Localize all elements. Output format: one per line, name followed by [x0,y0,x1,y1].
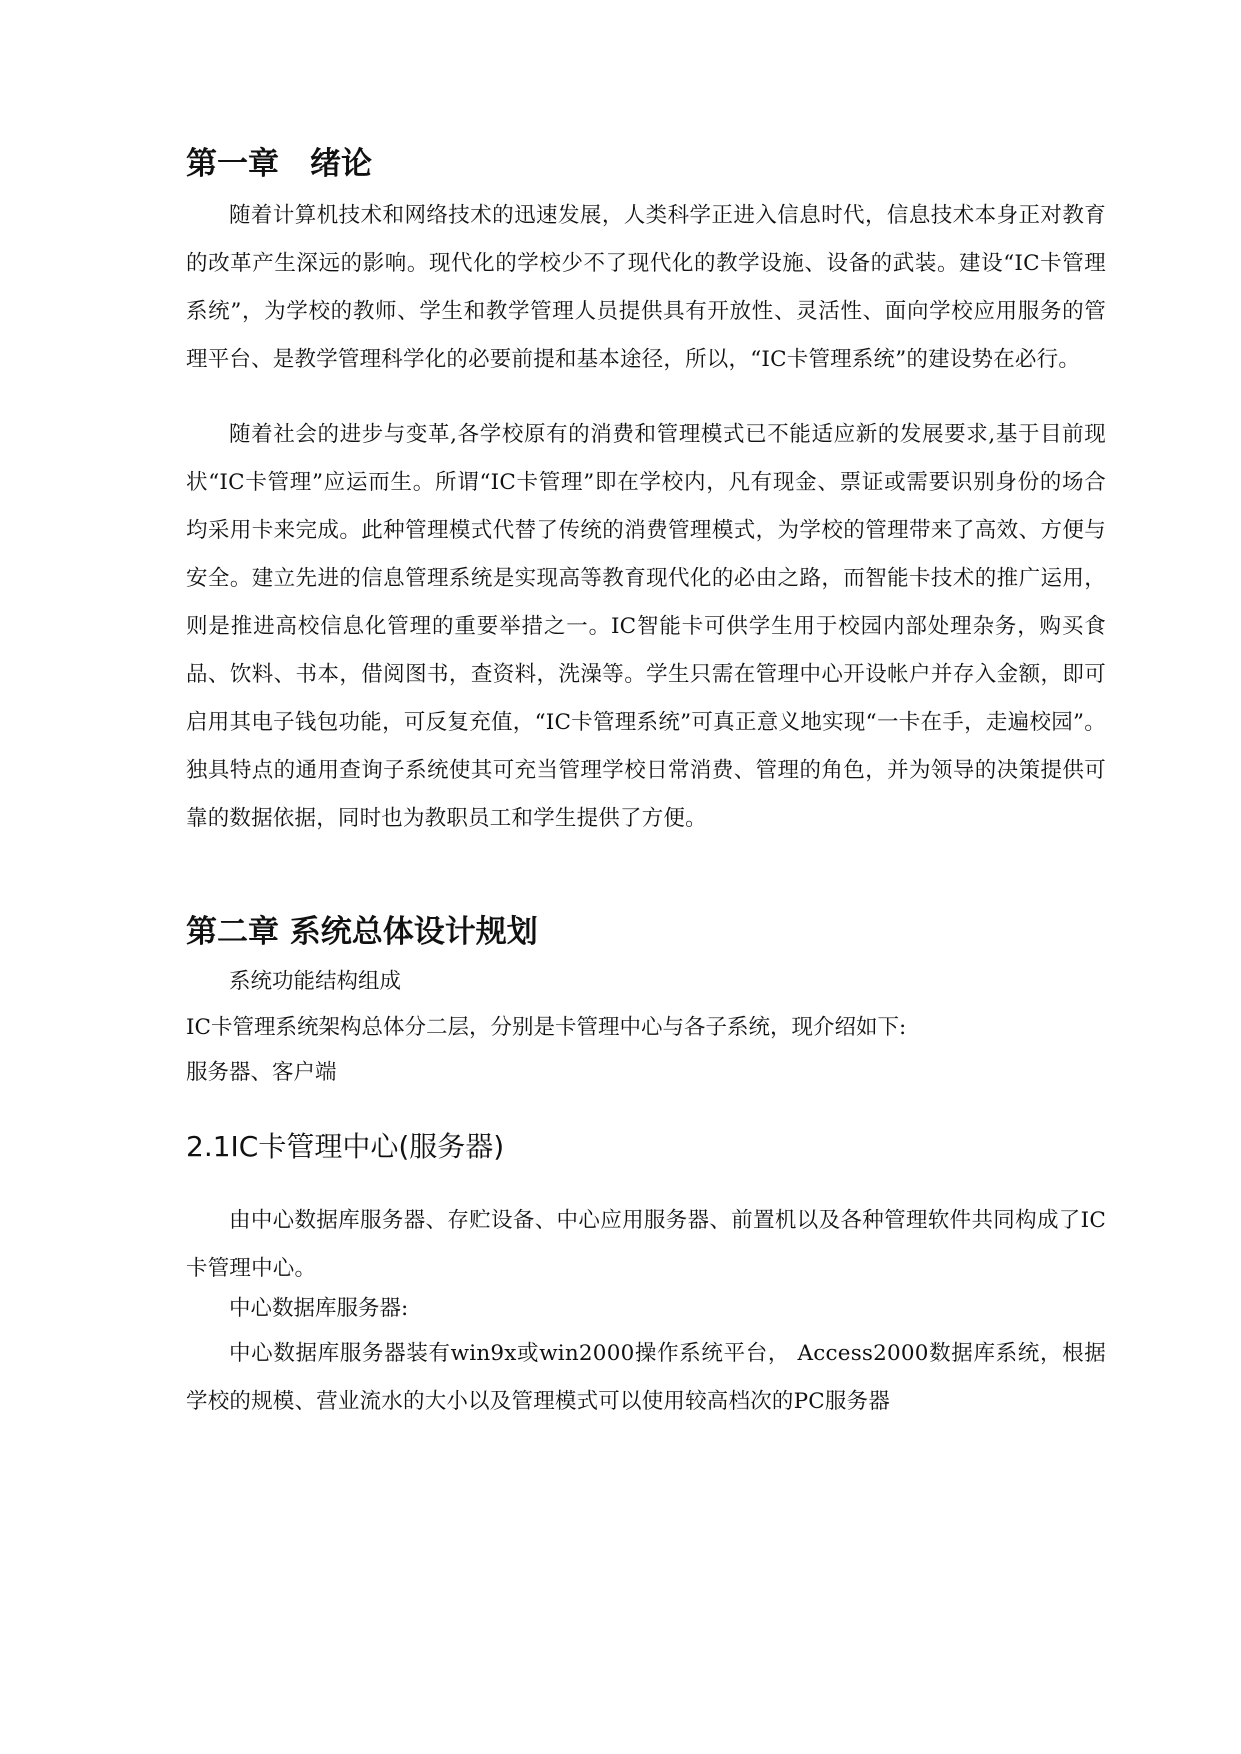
chapter-2-title: 第二章 系统总体设计规划 [186,914,538,950]
chapter-1-paragraph-2: 随着社会的进步与变革,各学校原有的消费和管理模式已不能适应新的发展要求,基于目前现状“IC卡管理”应运而生。所谓“IC卡管理”即在学校内，凡有现金、票证或需要识别身份的场合均采用卡来完成。此种管理模式代替了传统的消费管理模式，为学校的管理带来了高效、方便与安全。建立先进的信息管理系统是实现高等教育现代化的必由之路，而智能卡技术的推广运用，则是推进高校信息化管理的重要举措之一。IC智能卡可供学生用于校园内部处理杂务，购买食品、饮料、书本，借阅图书，查资料，洗澡等。学生只需在管理中心开设帐户并存入金额，即可启用其电子钱包功能，可反复充值，“IC卡管理系统”可真正意义地实现“一卡在手，走遍校园”。独具特点的通用查询子系统使其可充当管理学校日常消费、管理的角色，并为领导的决策提供可靠的数据依据，同时也为教职员工和学生提供了方便。 [186,422,1106,831]
document-page [186,0,1106,1754]
section-2-1-paragraph-2: 中心数据库服务器装有win9x或win2000操作系统平台， Access2000数据库系统，根据学校的规模、营业流水的大小以及管理模式可以使用较高档次的PC服务器 [186,1341,1106,1414]
section-2-1-line: 中心数据库服务器: [229,1296,409,1321]
chapter-1-title: 第一章 绪论 [186,146,372,182]
section-2-1-paragraph-1: 由中心数据库服务器、存贮设备、中心应用服务器、前置机以及各种管理软件共同构成了IC卡管理中心。 [186,1208,1106,1281]
chapter-2-line-3: 服务器、客户端 [186,1060,337,1085]
section-2-1-title: 2.1IC卡管理中心(服务器) [186,1130,505,1163]
chapter-2-line-2: IC卡管理系统架构总体分二层，分别是卡管理中心与各子系统，现介绍如下: [186,1015,907,1040]
chapter-1-paragraph-1: 随着计算机技术和网络技术的迅速发展，人类科学正进入信息时代，信息技术本身正对教育的改革产生深远的影响。现代化的学校少不了现代化的教学设施、设备的武装。建设“IC卡管理系统”，为学校的教师、学生和教学管理人员提供具有开放性、灵活性、面向学校应用服务的管理平台、是教学管理科学化的必要前提和基本途径，所以，“IC卡管理系统”的建设势在必行。 [186,203,1106,372]
chapter-2-line-1: 系统功能结构组成 [229,969,402,994]
